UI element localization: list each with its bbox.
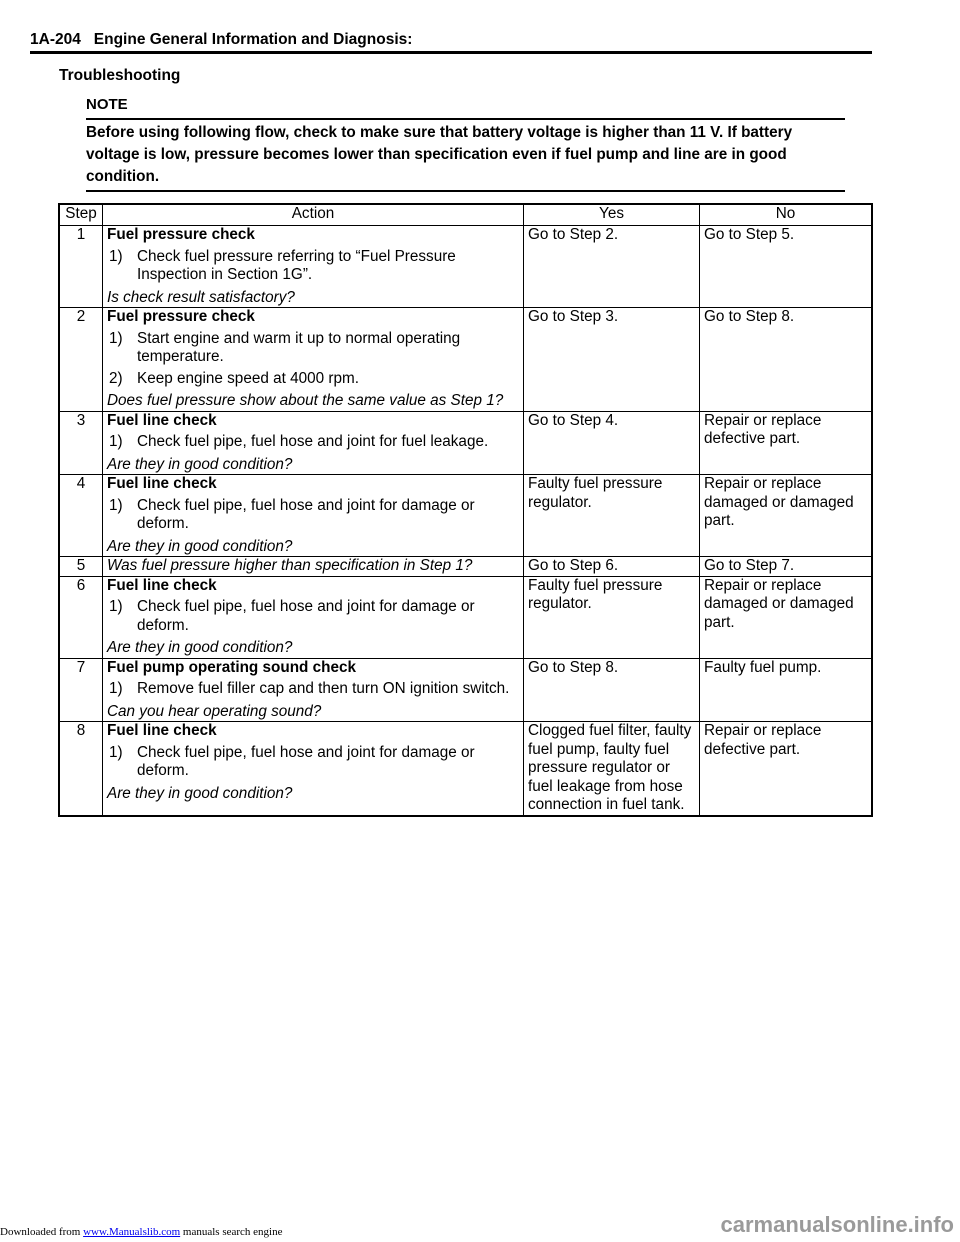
- step-number: 1: [59, 226, 103, 308]
- no-result: Repair or replace damaged or damaged part.: [700, 475, 873, 557]
- yes-result: Clogged fuel filter, faulty fuel pump, faulty fuel pressure regulator or fuel leakage from hose connection in fuel tank.: [524, 722, 700, 816]
- yes-result: Go to Step 3.: [524, 308, 700, 412]
- action-step-text: Check fuel pipe, fuel hose and joint for damage or deform.: [137, 496, 475, 532]
- no-result: Repair or replace damaged or damaged part.: [700, 576, 873, 658]
- yes-result: Go to Step 2.: [524, 226, 700, 308]
- action-cell: [103, 722, 524, 816]
- action-step-number: 1): [109, 598, 123, 615]
- action-title: Fuel line check: [107, 475, 217, 492]
- action-step-item: [107, 433, 519, 452]
- table-row: [59, 226, 872, 308]
- step-number: 3: [59, 411, 103, 475]
- watermark: carmanualsonline.info: [720, 1212, 954, 1237]
- action-title: Fuel line check: [107, 722, 217, 739]
- table-header-row: [59, 204, 872, 226]
- action-step-item: [107, 497, 519, 534]
- table-row: [59, 576, 872, 658]
- action-title: Fuel pressure check: [107, 308, 255, 325]
- action-step-item: [107, 248, 519, 285]
- step-number: 8: [59, 722, 103, 816]
- no-result: Faulty fuel pump.: [700, 658, 873, 722]
- note-text: Before using following flow, check to make sure that battery voltage is higher than 11 V. If battery voltage is low, pressure becomes lower than specification even if fuel pump and line are in good condition.: [86, 124, 793, 185]
- no-result: Repair or replace defective part.: [700, 411, 873, 475]
- action-step-item: [107, 598, 519, 635]
- step-number: 6: [59, 576, 103, 658]
- action-question: Are they in good condition?: [107, 537, 293, 555]
- action-step-number: 1): [109, 680, 123, 697]
- action-cell: [103, 557, 524, 577]
- action-cell: [103, 226, 524, 308]
- action-step-text: Check fuel pipe, fuel hose and joint for fuel leakage.: [137, 433, 489, 450]
- action-step-number: 1): [109, 329, 123, 347]
- yes-result: Go to Step 4.: [524, 411, 700, 475]
- action-step-text: Remove fuel filler cap and then turn ON ignition switch.: [137, 680, 510, 697]
- yes-result: Faulty fuel pressure regulator.: [524, 576, 700, 658]
- step-number: 5: [59, 557, 103, 577]
- table-row: [59, 308, 872, 412]
- action-cell: [103, 308, 524, 412]
- action-title: Fuel line check: [107, 411, 217, 429]
- manualslib-link[interactable]: www.Manualslib.com: [83, 1226, 181, 1238]
- col-yes-header: Yes: [524, 204, 700, 226]
- action-question: Does fuel pressure show about the same value as Step 1?: [107, 392, 504, 409]
- action-title: Fuel pressure check: [107, 226, 255, 243]
- table-row: [59, 658, 872, 722]
- footer-suffix: manuals search engine: [182, 1226, 283, 1238]
- action-step-number: 1): [109, 433, 123, 450]
- yes-result: Faulty fuel pressure regulator.: [524, 475, 700, 557]
- action-step-text: Keep engine speed at 4000 rpm.: [137, 369, 359, 387]
- no-result: Go to Step 7.: [700, 557, 873, 577]
- step-number: 4: [59, 475, 103, 557]
- action-question: Is check result satisfactory?: [107, 288, 295, 306]
- action-question: Are they in good condition?: [107, 639, 293, 656]
- action-question: Are they in good condition?: [107, 784, 293, 802]
- action-step-text: Check fuel pipe, fuel hose and joint for damage or deform.: [137, 743, 475, 779]
- page-ref: 1A-204: [30, 31, 81, 48]
- yes-result: Go to Step 6.: [524, 557, 700, 577]
- step-number: 7: [59, 658, 103, 722]
- note-title: NOTE: [86, 96, 128, 113]
- table-row: [59, 411, 872, 475]
- action-question: Are they in good condition?: [107, 455, 293, 473]
- action-cell: [103, 411, 524, 475]
- action-title: Fuel pump operating sound check: [107, 658, 357, 676]
- action-cell: [103, 576, 524, 658]
- step-number: 2: [59, 308, 103, 412]
- table-row: [59, 557, 872, 577]
- table-row: [59, 475, 872, 557]
- action-question: Can you hear operating sound?: [107, 702, 322, 720]
- action-step-item: [107, 680, 519, 699]
- page-header: [30, 31, 872, 49]
- col-no-header: No: [700, 204, 873, 226]
- action-question: Was fuel pressure higher than specification in Step 1?: [107, 557, 473, 574]
- no-result: Go to Step 5.: [700, 226, 873, 308]
- section-title: Troubleshooting: [59, 67, 181, 84]
- action-title: Fuel line check: [107, 576, 217, 594]
- action-step-text: Start engine and warm it up to normal operating temperature.: [137, 329, 461, 365]
- table-body: [59, 226, 872, 816]
- action-step-text: Check fuel pressure referring to “Fuel Pressure Inspection in Section 1G”.: [137, 247, 456, 283]
- col-step-header: Step: [59, 204, 103, 226]
- action-step-number: 1): [109, 496, 123, 514]
- action-step-item: [107, 370, 519, 389]
- action-step-item: [107, 744, 519, 781]
- action-step-number: 1): [109, 743, 123, 761]
- yes-result: Go to Step 8.: [524, 658, 700, 722]
- action-step-number: 2): [109, 369, 123, 387]
- action-cell: [103, 475, 524, 557]
- action-cell: [103, 658, 524, 722]
- note-bottom-rule: [86, 190, 845, 192]
- header-divider: [30, 51, 872, 54]
- action-step-item: [107, 330, 519, 367]
- no-result: Repair or replace defective part.: [700, 722, 873, 816]
- table-row: [59, 722, 872, 816]
- chapter-title: Engine General Information and Diagnosis:: [93, 31, 413, 48]
- note-box: [86, 96, 845, 192]
- action-step-text: Check fuel pipe, fuel hose and joint for damage or deform.: [137, 598, 475, 634]
- col-action-header: Action: [103, 204, 524, 226]
- footer-prefix: Downloaded from: [0, 1226, 81, 1238]
- troubleshooting-table: [58, 203, 873, 817]
- footer: [0, 1226, 282, 1238]
- no-result: Go to Step 8.: [700, 308, 873, 412]
- action-step-number: 1): [109, 247, 123, 265]
